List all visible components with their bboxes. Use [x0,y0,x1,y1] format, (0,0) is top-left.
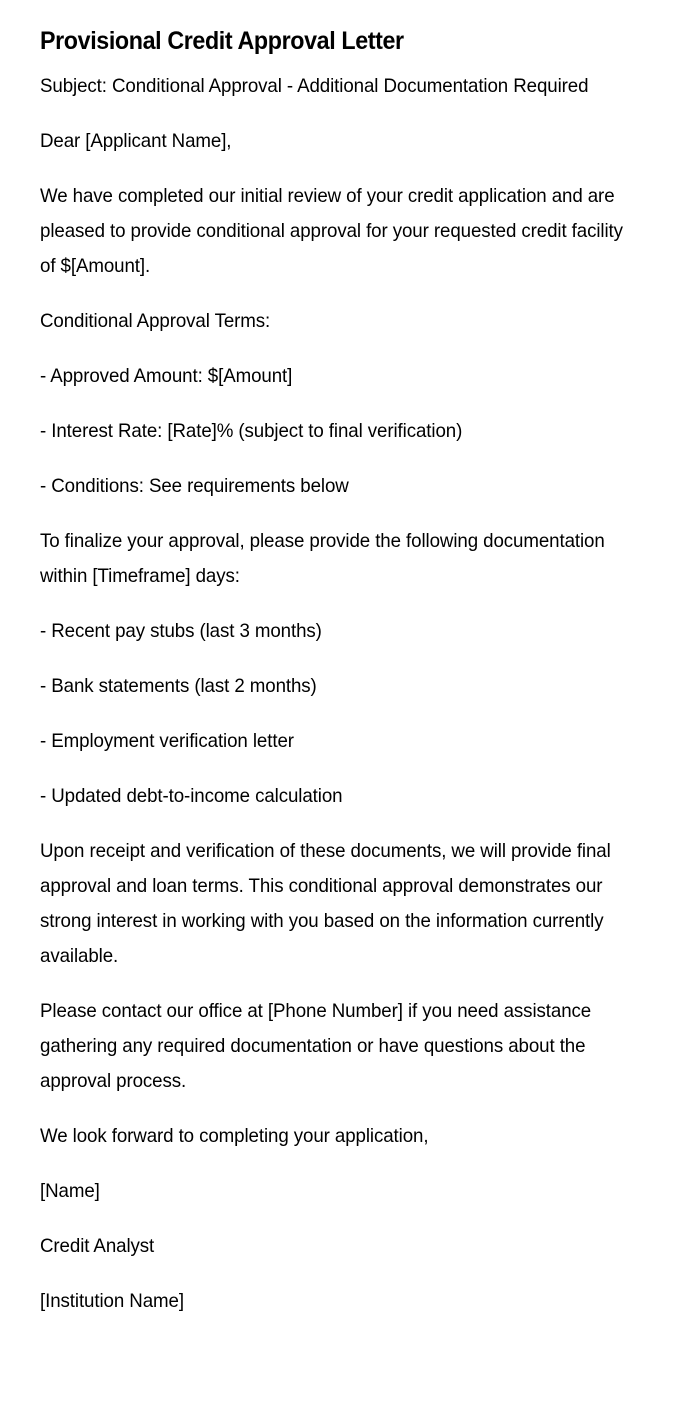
term-approved-amount: - Approved Amount: $[Amount] [40,365,293,387]
required-doc-item: - Bank statements (last 2 months) [40,675,317,697]
required-doc-item: - Recent pay stubs (last 3 months) [40,620,322,642]
required-doc-item: - Updated debt-to-income calculation [40,785,343,807]
term-interest-rate: - Interest Rate: [Rate]% (subject to final verification) [40,420,463,442]
subject-line: Subject: Conditional Approval - Additional Documentation Required [40,75,589,97]
terms-heading: Conditional Approval Terms: [40,310,271,332]
contact-paragraph: Please contact our office at [Phone Number] if you need assistance gathering any required documentation or have questions about the approval process. [40,1000,592,1092]
signature-name: [Name] [40,1180,100,1202]
letter-title: Provisional Credit Approval Letter [40,27,404,55]
salutation: Dear [Applicant Name], [40,130,232,152]
closing-line: We look forward to completing your application, [40,1125,429,1147]
required-doc-item: - Employment verification letter [40,730,294,752]
signature-institution: [Institution Name] [40,1290,184,1312]
next-steps-paragraph: Upon receipt and verification of these documents, we will provide final approval and loan terms. This conditional approval demonstrates our strong interest in working with you based on the information currently available. [40,840,611,967]
docs-request-paragraph: To finalize your approval, please provide the following documentation within [Timeframe] days: [40,530,605,587]
intro-paragraph: We have completed our initial review of your credit application and are pleased to provide conditional approval for your requested credit facility of $[Amount]. [40,185,623,277]
signature-title: Credit Analyst [40,1235,155,1257]
term-conditions: - Conditions: See requirements below [40,475,349,497]
